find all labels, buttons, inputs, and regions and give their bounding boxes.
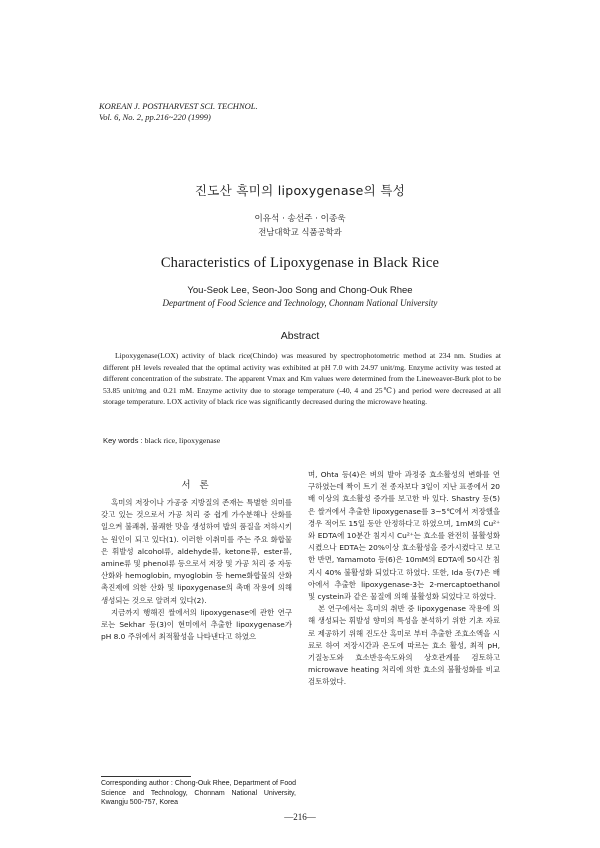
- journal-citation: [99, 101, 258, 123]
- journal-name: KOREAN J. POSTHARVEST SCI. TECHNOL.: [99, 101, 258, 111]
- korean-title: 진도산 흑미의 lipoxygenase의 특성: [194, 183, 406, 198]
- keywords-label: Key words :: [103, 436, 143, 445]
- journal-volume: Vol. 6, No. 2, pp.216~220 (1999): [99, 112, 211, 122]
- abstract-text: Lipoxygenase(LOX) activity of black rice(Chindo) was measured by spectrophotometric method at 234 nm. Studies at different pH levels revealed that the optimal activity was exhibited at pH 7.0 with 24.97 unit/mg. Enzyme activity was tested at different concentration of the substrate. The apparent Vmax and Km values were determined from the Lineweaver-Burk plot to be 53.85 unit/mg and 0.21 mM. Enzyme activity due to storage temperature (-40, 4 and 25℃) and period were decreased at all storage temperature. LOX activity of black rice was significantly decreased during the microwave heating.: [103, 351, 501, 406]
- paragraph: 흑미의 저장이나 가공중 지방질의 존재는 특별한 의미를 갖고 있는 것으로서 가공 처리 중 쉽게 가수분해나 산화를 일으켜 불쾌취, 불쾌한 맛을 생성하여 밥의 품질을 저하시키는 원인이 되고 있다(1). 이러한 이취미를 주는 주요 화합물은 휘발성 alcohol류, aldehyde류, ketone류, ester류, amine류 및 phenol류 등으로서 저장 및 가공 처리 중 자동산화와 hemoglobin, myoglobin 등 heme화합물의 산화촉진제에 의한 산화 및 lipoxygenase의 촉매 작용에 의해 생성되는 것으로 알려져 있다(2).: [101, 498, 292, 605]
- keywords-text: black rice, lipoxygenase: [142, 436, 221, 445]
- right-column: [308, 469, 500, 689]
- footnote-divider: [101, 776, 191, 777]
- korean-affiliation: 전남대학교 식품공학과: [258, 227, 342, 237]
- paragraph: 본 연구에서는 흑미의 취반 중 lipoxygenase 작용에 의해 생성되는 휘발성 향미의 특성을 분석하기 위한 기초 자료로 제공하기 위해 진도산 흑미로 부터 추출한 조효소액을 시료로 하여 저장시간과 온도에 따르는 효소 활성, 최적 pH, 기질농도와 효소반응속도와의 상호관계를 검토하고 microwave heating 처리에 의한 효소의 불활성화를 비교 검토하였다.: [308, 604, 500, 687]
- korean-authors: 이유석 · 송선주 · 이종욱: [254, 214, 346, 224]
- left-column: [101, 497, 292, 643]
- english-title: Characteristics of Lipoxygenase in Black Rice: [160, 255, 440, 271]
- english-authors: You-Seok Lee, Seon-Joo Song and Chong-Ouk Rhee: [187, 285, 413, 296]
- paragraph: 지금까지 행해진 쌀에서의 lipoxygenase에 관한 연구로는 Sekhar 등(3)이 현미에서 추출한 lipoxygenase가 pH 8.0 주위에서 최적활성을 나타낸다고 하였으: [101, 607, 292, 642]
- page-number: —216—: [284, 812, 316, 822]
- corresponding-author-footnote: Corresponding author : Chong-Ouk Rhee, Department of Food Science and Technology, Chonnam National University, Kwangju 500-757, Korea: [101, 780, 296, 806]
- english-affiliation: Department of Food Science and Technology, Chonnam National University: [162, 298, 438, 308]
- paragraph: 며, Ohta 등(4)은 벼의 발아 과정중 효소활성의 변화를 연구하였는데 짝이 트기 전 종자보다 3일이 지난 표종에서 20배 이상의 효소활성 증가를 보고한 바 있다. Shastry 등(5)은 쌀겨에서 추출한 lipoxygenase를 3~5℃에서 저장했을 경우 적어도 15일 동안 안정하다고 하였으며, 1mM의 Cu²⁺와 EDTA에 10분간 침지시 Cu²⁺는 효소를 완전히 불활성화 시켰으나 EDTA는 20%이상 효소활성을 증가시켰다고 보고한 반면, Yamamoto 등(6)은 10mM의 EDTA에 50시간 침지시 40% 불활성화 되었다고 하였다. 또한, Ida 등(7)은 배아에서 추출한 lipoxygenase-3는 2-mercaptoethanol 및 cystein과 같은 물질에 의해 불활성화 되었다고 하였다.: [308, 470, 500, 602]
- section-heading-introduction: 서 론: [181, 480, 212, 491]
- abstract-heading: Abstract: [280, 330, 320, 342]
- keywords: [103, 436, 220, 445]
